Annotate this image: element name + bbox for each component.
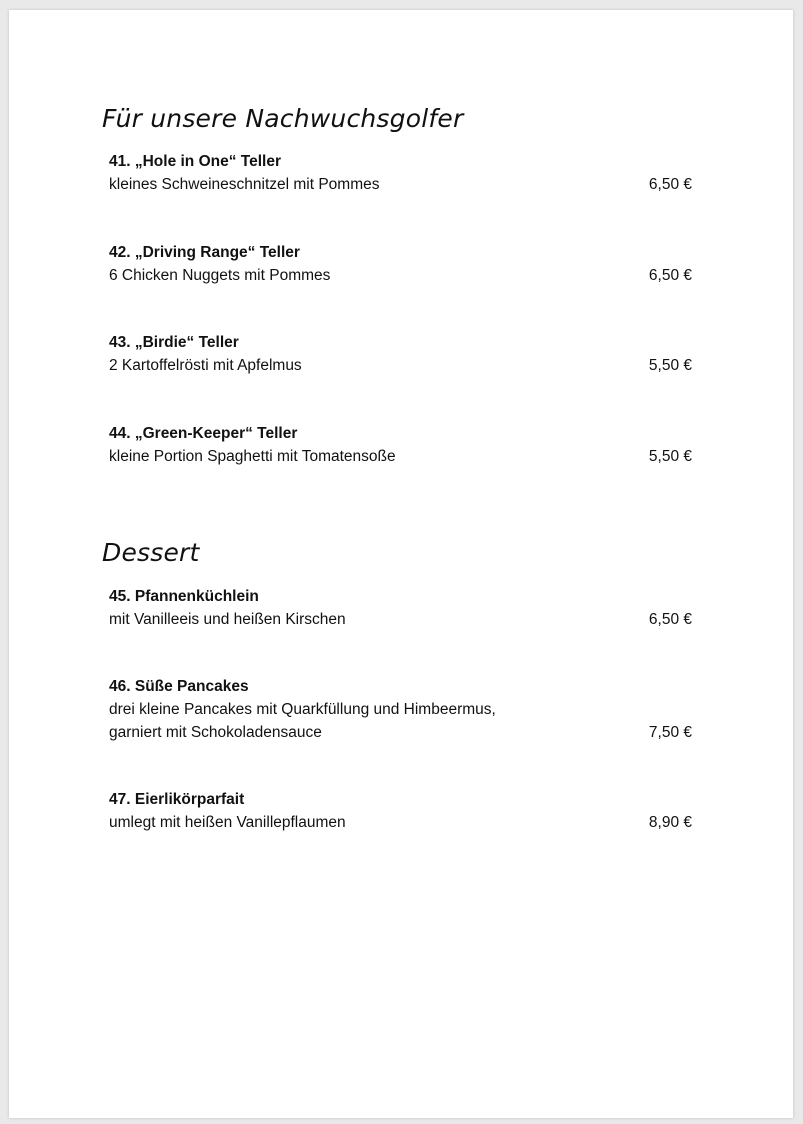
item-name: 43. „Birdie“ Teller — [109, 334, 239, 351]
menu-item-46 — [109, 676, 692, 744]
item-description: umlegt mit heißen Vanillepflaumen — [109, 814, 346, 831]
item-description: kleine Portion Spaghetti mit Tomatensoße — [109, 448, 396, 465]
menu-item-43 — [109, 332, 692, 377]
item-description: 2 Kartoffelrösti mit Apfelmus — [109, 357, 302, 374]
section-title-kids: Für unsere Nachwuchsgolfer — [102, 104, 464, 133]
item-description: drei kleine Pancakes mit Quarkfüllung und Himbeermus, — [109, 701, 496, 718]
item-description: kleines Schweineschnitzel mit Pommes — [109, 176, 380, 193]
item-name: 41. „Hole in One“ Teller — [109, 153, 281, 170]
item-name: 44. „Green-Keeper“ Teller — [109, 425, 298, 442]
menu-item-42 — [109, 242, 692, 287]
item-description: garniert mit Schokoladensauce — [109, 724, 322, 741]
item-price: 8,90 € — [648, 814, 692, 831]
item-name: 46. Süße Pancakes — [109, 678, 249, 695]
menu-item-41 — [109, 151, 692, 196]
menu-item-47 — [109, 789, 692, 834]
item-name: 42. „Driving Range“ Teller — [109, 244, 300, 261]
item-price: 6,50 € — [648, 267, 692, 284]
menu-item-44 — [109, 423, 692, 468]
item-name: 47. Eierlikörparfait — [109, 791, 245, 808]
item-price: 6,50 € — [648, 176, 692, 193]
item-description: mit Vanilleeis und heißen Kirschen — [109, 611, 346, 628]
section-title-dessert: Dessert — [102, 538, 200, 567]
menu-item-45 — [109, 586, 692, 631]
menu-page — [9, 10, 793, 1118]
item-price: 7,50 € — [648, 724, 692, 741]
item-price: 5,50 € — [648, 357, 692, 374]
item-price: 5,50 € — [648, 448, 692, 465]
item-price: 6,50 € — [648, 611, 692, 628]
item-name: 45. Pfannenküchlein — [109, 588, 259, 605]
item-description: 6 Chicken Nuggets mit Pommes — [109, 267, 331, 284]
